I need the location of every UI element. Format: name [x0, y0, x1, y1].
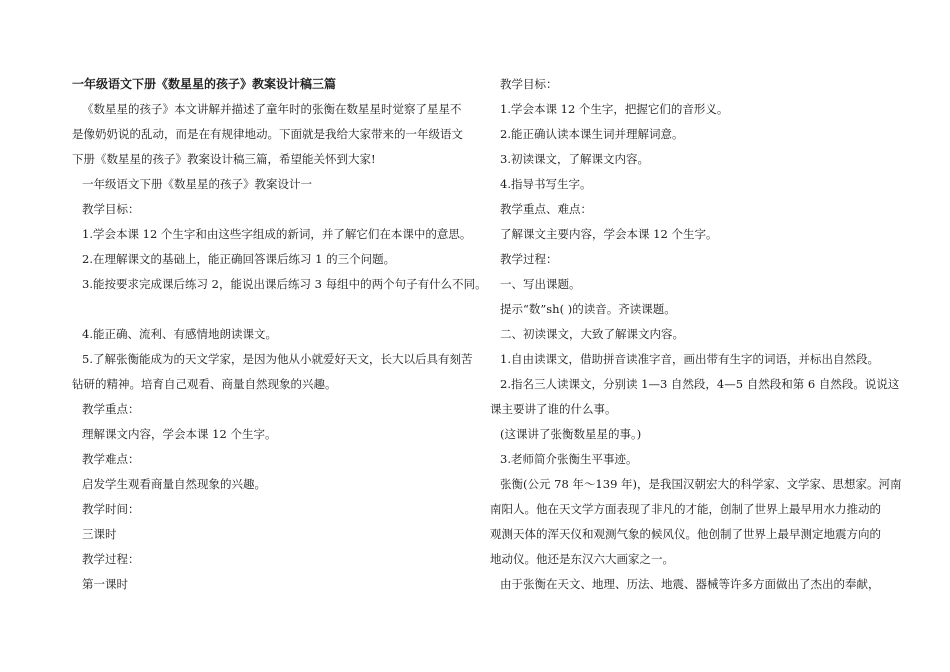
paragraph-line: 一、写出课题。 — [500, 277, 581, 291]
paragraph-line: 教学重点： — [82, 402, 140, 416]
paragraph-line: 第一课时 — [82, 577, 128, 591]
paragraph-line: 观测天体的浑天仪和观测气象的候风仪。他创制了世界上最早测定地震方向的 — [490, 527, 881, 541]
paragraph-line: 3.初读课文，了解课文内容。 — [500, 152, 649, 166]
paragraph-line: 理解课文内容，学会本课 12 个生字。 — [82, 427, 277, 441]
right-column — [490, 72, 902, 597]
paragraph-line: 课主要讲了谁的什么事。 — [490, 402, 617, 416]
intro-line: 下册《数星星的孩子》教案设计稿三篇，希望能关怀到大家! — [72, 152, 376, 166]
paragraph-line: 二、初读课文，大致了解课文内容。 — [500, 327, 684, 341]
paragraph-line: 3.老师简介张衡生平事迹。 — [500, 452, 638, 466]
paragraph-line: 2.能正确认读本课生词并理解词意。 — [500, 127, 684, 141]
paragraph-line: 教学难点： — [82, 452, 140, 466]
paragraph-line: 4.指导书写生字。 — [500, 177, 592, 191]
paragraph-line: 启发学生观看商量自然现象的兴趣。 — [82, 477, 266, 491]
paragraph-line: 钻研的精神。培育自己观看、商量自然现象的兴趣。 — [72, 377, 337, 391]
paragraph-line: 地动仪。他还是东汉六大画家之一。 — [490, 552, 674, 566]
section-heading: 一年级语文下册《数星星的孩子》教案设计一 — [82, 177, 312, 191]
paragraph-line: 教学目标： — [82, 202, 140, 216]
intro-line: 是像奶奶说的乱动，而是在有规律地动。下面就是我给大家带来的一年级语文 — [72, 127, 463, 141]
paragraph-line: (这课讲了张衡数星星的事。) — [500, 427, 642, 441]
paragraph-line: 2.在理解课文的基础上，能正确回答课后练习 1 的三个问题。 — [82, 252, 396, 266]
paragraph-line: 1.学会本课 12 个生字，把握它们的音形义。 — [500, 102, 729, 116]
paragraph-line: 5.了解张衡能成为的天文学家，是因为他从小就爱好天文，长大以后具有刻苦 — [82, 352, 473, 366]
paragraph-line: 南阳人。他在天文学方面表现了非凡的才能，创制了世界上最早用水力推动的 — [490, 502, 881, 516]
paragraph-line: 教学过程： — [500, 252, 558, 266]
paragraph-line: 教学重点、难点： — [500, 202, 592, 216]
paragraph-line: 三课时 — [82, 527, 117, 541]
paragraph-line: 教学目标： — [500, 77, 558, 91]
paragraph-line: 教学过程： — [82, 552, 140, 566]
paragraph-line: 3.能按要求完成课后练习 2，能说出课后练习 3 每组中的两个句子有什么不同。 — [82, 277, 487, 291]
paragraph-line: 了解课文主要内容，学会本课 12 个生字。 — [500, 227, 718, 241]
paragraph-line: 张衡(公元 78 年～139 年)，是我国汉朝宏大的科学家、文学家、思想家。河南 — [500, 477, 902, 491]
paragraph-line: 教学时间： — [82, 502, 140, 516]
left-column — [72, 72, 487, 597]
paragraph-line: 4.能正确、流利、有感情地朗读课文。 — [82, 327, 277, 341]
blank-line — [72, 297, 467, 322]
paragraph-line: 1.学会本课 12 个生字和由这些字组成的新词，并了解它们在本课中的意思。 — [82, 227, 472, 241]
paragraph-line: 提示“数”sh( )的读音。齐读课题。 — [500, 302, 676, 316]
paragraph-line: 1.自由读课文，借助拼音读准字音，画出带有生字的词语，并标出自然段。 — [500, 352, 879, 366]
intro-line: 《数星星的孩子》本文讲解并描述了童年时的张衡在数星星时觉察了星星不 — [82, 102, 462, 116]
paragraph-line: 2.指名三人读课文，分别读 1—3 自然段，4—5 自然段和第 6 自然段。说说这 — [500, 377, 900, 391]
document-title: 一年级语文下册《数星星的孩子》教案设计稿三篇 — [72, 77, 337, 91]
paragraph-line: 由于张衡在天文、地理、历法、地震、器械等许多方面做出了杰出的奉献， — [500, 577, 880, 591]
